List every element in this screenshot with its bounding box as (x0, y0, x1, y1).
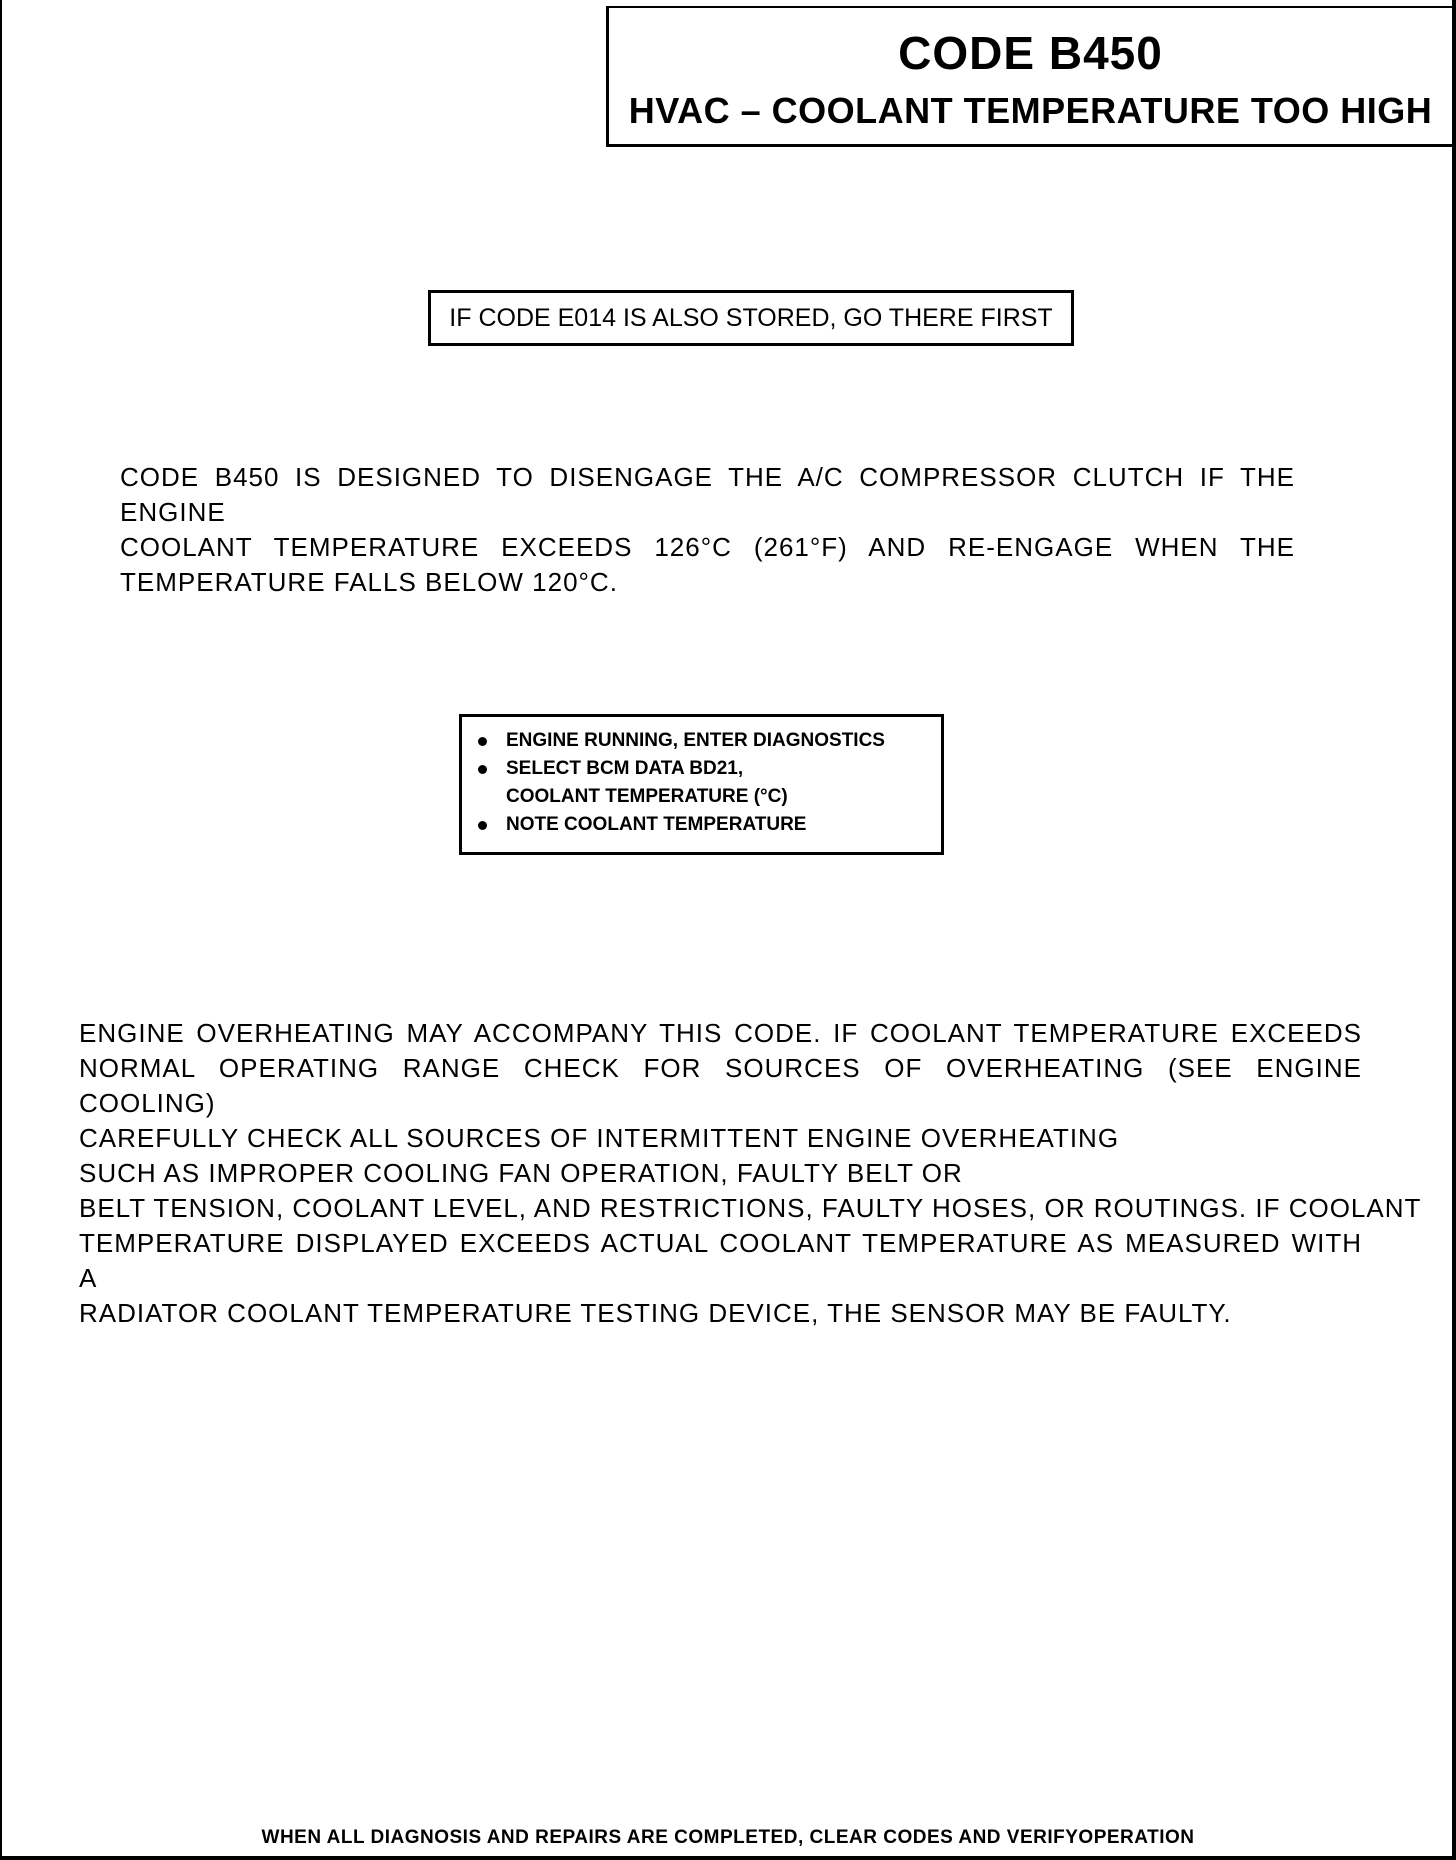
step-item (476, 727, 941, 755)
steps-box (459, 714, 944, 855)
steps-list (476, 727, 941, 839)
step-continuation (476, 783, 941, 811)
footer-instruction: WHEN ALL DIAGNOSIS AND REPAIRS ARE COMPLETED, CLEAR CODES AND VERIFYOPERATION (261, 1827, 1195, 1848)
bullet-icon (478, 821, 487, 830)
overheating-line: NORMAL OPERATING RANGE CHECK FOR SOURCES OF OVERHEATING (SEE ENGINE COOLING) (79, 1053, 1362, 1118)
step-item (476, 755, 941, 783)
step-text: SELECT BCM DATA BD21, (506, 758, 744, 779)
step-text: ENGINE RUNNING, ENTER DIAGNOSTICS (506, 730, 885, 751)
overheating-line: BELT TENSION, COOLANT LEVEL, AND RESTRICTIONS, FAULTY HOSES, OR ROUTINGS. IF COOLANT (79, 1193, 1422, 1223)
overheating-line: TEMPERATURE DISPLAYED EXCEEDS ACTUAL COOLANT TEMPERATURE AS MEASURED WITH A (79, 1228, 1362, 1293)
step-item (476, 811, 941, 839)
overheating-line: ENGINE OVERHEATING MAY ACCOMPANY THIS CODE. IF COOLANT TEMPERATURE EXCEEDS (79, 1018, 1362, 1048)
overheating-line: RADIATOR COOLANT TEMPERATURE TESTING DEVICE, THE SENSOR MAY BE FAULTY. (79, 1298, 1232, 1328)
frame-left-border (0, 0, 2, 1860)
bullet-icon (478, 737, 487, 746)
description-line: TEMPERATURE FALLS BELOW 120°C. (120, 567, 618, 597)
notice-box: IF CODE E014 IS ALSO STORED, GO THERE FIRST (428, 290, 1074, 346)
step-text: COOLANT TEMPERATURE (°C) (506, 786, 788, 807)
frame-right-border (1452, 0, 1456, 1860)
description-line: CODE B450 IS DESIGNED TO DISENGAGE THE A/C COMPRESSOR CLUTCH IF THE ENGINE (120, 462, 1295, 527)
step-text: NOTE COOLANT TEMPERATURE (506, 814, 807, 835)
title-box (606, 6, 1452, 147)
bullet-icon (478, 765, 487, 774)
overheating-line: SUCH AS IMPROPER COOLING FAN OPERATION, FAULTY BELT OR (79, 1158, 963, 1188)
page-title: HVAC – COOLANT TEMPERATURE TOO HIGH (628, 90, 1433, 131)
description-paragraph (120, 460, 1295, 600)
page-code: CODE B450 (898, 27, 1163, 79)
description-line: COOLANT TEMPERATURE EXCEEDS 126°C (261°F) AND RE-ENGAGE WHEN THE (120, 532, 1295, 562)
overheating-paragraph (79, 1016, 1422, 1331)
overheating-line: CAREFULLY CHECK ALL SOURCES OF INTERMITTENT ENGINE OVERHEATING (79, 1123, 1120, 1153)
frame-bottom-border (0, 1856, 1456, 1860)
